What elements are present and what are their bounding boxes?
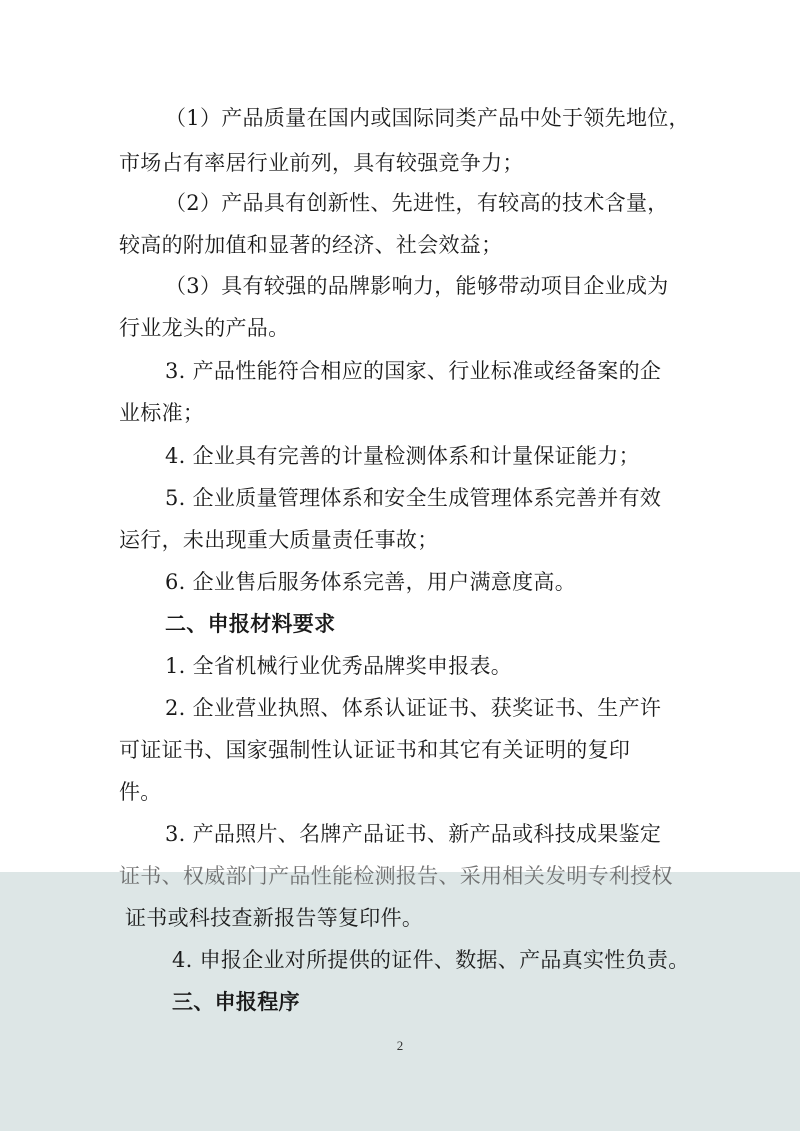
text-line: 较高的附加值和显著的经济、社会效益； (119, 233, 503, 257)
page-number: 2 (396, 1038, 404, 1053)
text-line: 证书、权威部门产品性能检测报告、采用相关发明专利授权 (119, 864, 673, 888)
text-line: 可证证书、国家强制性认证证书和其它有关证明的复印 (119, 738, 631, 762)
text-line: 2. 企业营业执照、体系认证证书、获奖证书、生产许 (165, 696, 662, 720)
text-line: 4. 申报企业对所提供的证件、数据、产品真实性负责。 (172, 948, 690, 972)
text-line: 6. 企业售后服务体系完善，用户满意度高。 (165, 570, 577, 594)
section-heading: 三、申报程序 (172, 990, 300, 1014)
text-line: 3. 产品照片、名牌产品证书、新产品或科技成果鉴定 (165, 822, 662, 846)
text-line: 件。 (119, 780, 162, 804)
text-line: 业标准； (119, 401, 205, 425)
text-line: 5. 企业质量管理体系和安全生成管理体系完善并有效 (165, 486, 662, 510)
text-line: （3）具有较强的品牌影响力，能够带动项目企业成为 (165, 274, 669, 298)
text-line: （2）产品具有创新性、先进性，有较高的技术含量， (165, 191, 669, 215)
text-line: 证书或科技查新报告等复印件。 (125, 906, 424, 930)
text-line: 市场占有率居行业前列，具有较强竞争力； (119, 151, 524, 175)
text-line: 行业龙头的产品。 (119, 316, 290, 340)
text-line: （1）产品质量在国内或国际同类产品中处于领先地位， (165, 106, 690, 130)
section-heading: 二、申报材料要求 (165, 612, 336, 636)
text-line: 1. 全省机械行业优秀品牌奖申报表。 (165, 654, 513, 678)
text-line: 运行，未出现重大质量责任事故； (119, 528, 439, 552)
text-line: 4. 企业具有完善的计量检测体系和计量保证能力； (165, 444, 640, 468)
text-line: 3. 产品性能符合相应的国家、行业标准或经备案的企 (165, 359, 662, 383)
